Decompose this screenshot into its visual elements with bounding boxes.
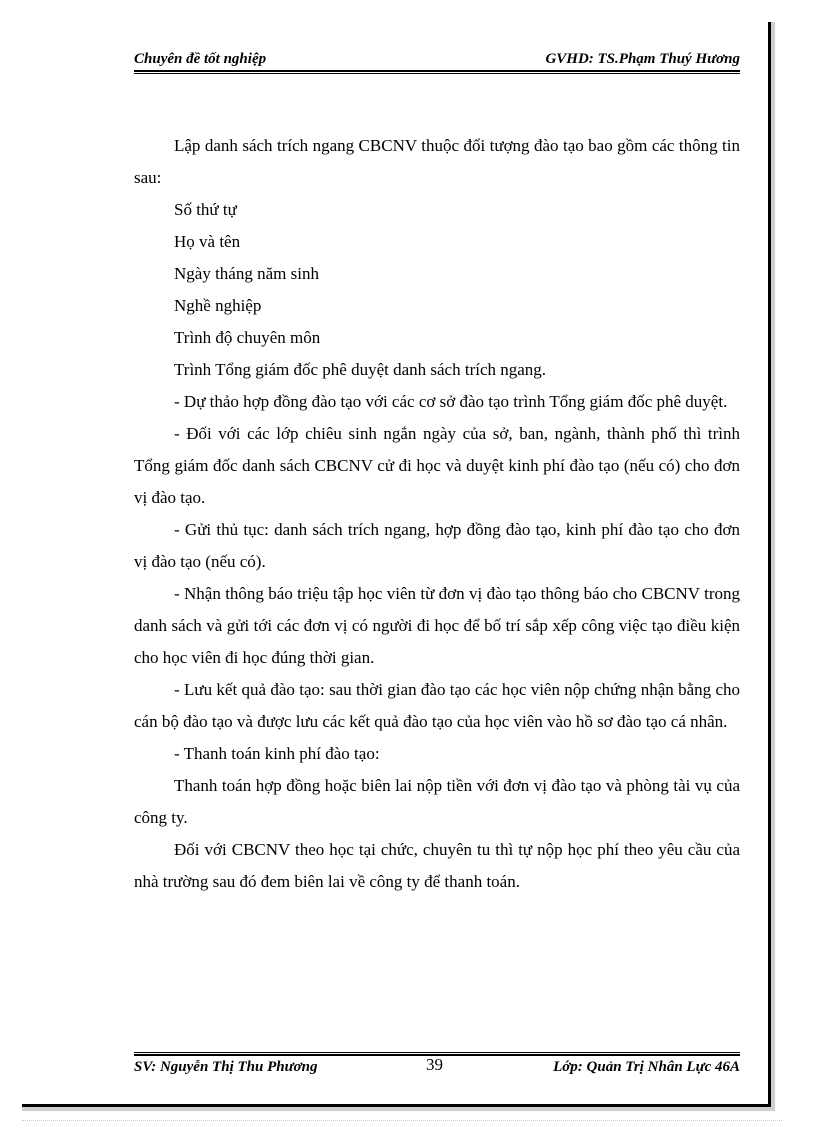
- header-rule: [134, 70, 740, 72]
- header-supervisor: GVHD: TS.Phạm Thuý Hương: [545, 51, 740, 67]
- paragraph-notification: - Nhận thông báo triệu tập học viên từ đơn vị đào tạo thông báo cho CBCNV trong danh sách và gửi tới các đơn vị có người đi học để bố trí sắp xếp công việc tạo điều kiện cho học viên đi học đúng thời gian.: [134, 584, 740, 667]
- paragraph-contract-draft: - Dự thảo hợp đồng đào tạo với các cơ sở đào tạo trình Tổng giám đốc phê duyệt.: [174, 392, 728, 411]
- header-rule-thin: [134, 73, 740, 74]
- list-item-qualification: Trình độ chuyên môn: [174, 328, 321, 347]
- page-header: [134, 50, 740, 70]
- dotted-divider: [22, 1120, 782, 1121]
- page-border-right-shade: [771, 22, 775, 1107]
- header-thesis-title: Chuyên đề tốt nghiệp: [134, 51, 267, 67]
- paragraph-send-procedures: - Gửi thủ tục: danh sách trích ngang, hợp đồng đào tạo, kinh phí đào tạo cho đơn vị đào tạo (nếu có).: [134, 520, 740, 571]
- footer-rule-thin: [134, 1052, 740, 1053]
- paragraph-store-results: - Lưu kết quả đào tạo: sau thời gian đào tạo các học viên nộp chứng nhận bằng cho cán bộ đào tạo và được lưu các kết quả đào tạo của học viên vào hồ sơ đào tạo cá nhân.: [134, 680, 740, 731]
- page-body: [134, 130, 740, 898]
- footer-student-name: SV: Nguyễn Thị Thu Phương: [134, 1059, 318, 1075]
- list-item-birthdate: Ngày tháng năm sinh: [174, 264, 319, 283]
- paragraph-payment-contract: Thanh toán hợp đồng hoặc biên lai nộp tiền với đơn vị đào tạo và phòng tài vụ của công ty.: [134, 776, 740, 827]
- paragraph-approval: Trình Tổng giám đốc phê duyệt danh sách trích ngang.: [174, 360, 547, 379]
- page-footer: [134, 1057, 740, 1079]
- list-item-stt: Số thứ tự: [174, 200, 237, 219]
- footer-class: Lớp: Quản Trị Nhân Lực 46A: [553, 1059, 740, 1075]
- list-item-occupation: Nghề nghiệp: [174, 296, 262, 315]
- page-border-bottom-shade: [22, 1107, 775, 1111]
- paragraph-short-courses: - Đối với các lớp chiêu sinh ngắn ngày của sở, ban, ngành, thành phố thì trình Tổng giám đốc danh sách CBCNV cử đi học và duyệt kinh phí đào tạo (nếu có) cho đơn vị đào tạo.: [134, 424, 740, 507]
- paragraph-in-service-fees: Đối với CBCNV theo học tại chức, chuyên tu thì tự nộp học phí theo yêu cầu của nhà trường sau đó đem biên lai về công ty để thanh toán.: [134, 840, 740, 891]
- paragraph-payment-heading: - Thanh toán kinh phí đào tạo:: [174, 744, 380, 763]
- page-number: 39: [426, 1055, 443, 1074]
- paragraph-intro: Lập danh sách trích ngang CBCNV thuộc đối tượng đào tạo bao gồm các thông tin sau:: [134, 136, 740, 187]
- list-item-name: Họ và tên: [174, 232, 241, 251]
